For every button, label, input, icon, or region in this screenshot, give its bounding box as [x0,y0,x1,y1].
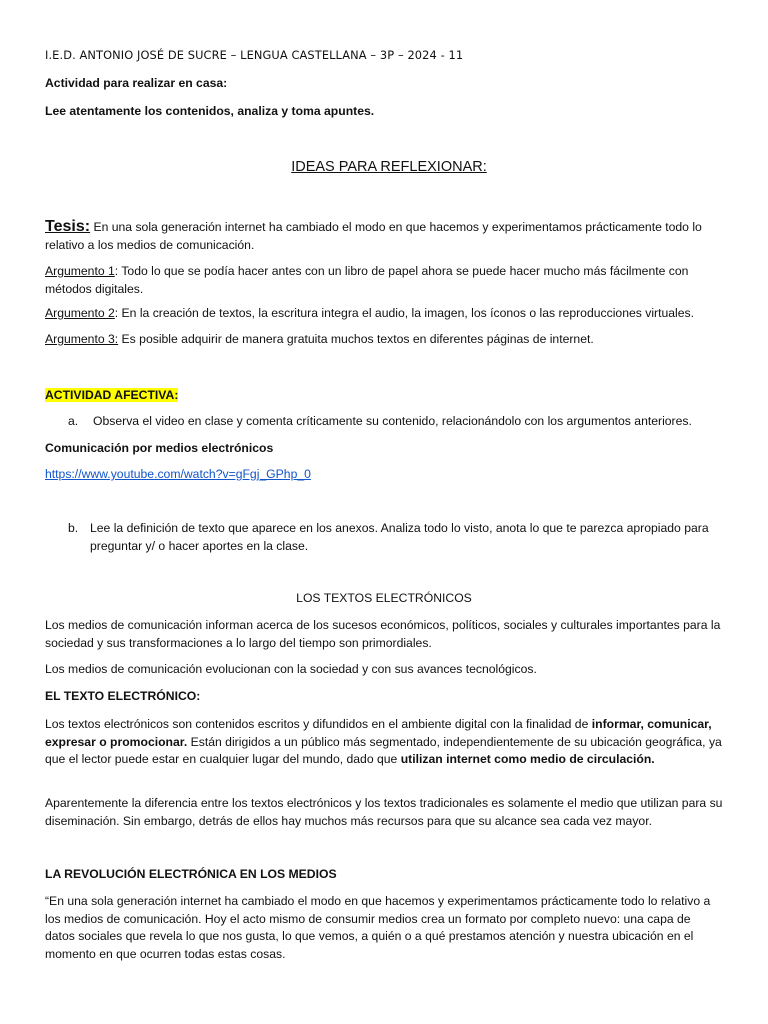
textos-title: LOS TEXTOS ELECTRÓNICOS [296,591,472,605]
list-marker-a: a. [68,414,79,428]
revolucion-paragraph: “En una sola generación internet ha cambiado el modo en que hacemos y experimentamos prácticamente todo lo relativo a los medios de comunicación. Hoy el acto mismo de consumir medios crea un formato por completo nuevo: una capa de datos sociales que revela lo que nos gusta, lo que vemos, a quién o a qué prestamos atención y nuestra ubicación en el momento en que ocurren todas estas cosas. [45,894,711,961]
ideas-title: IDEAS PARA REFLEXIONAR: [291,159,487,175]
activity-heading: Actividad para realizar en casa: [45,76,228,90]
p3-part-c: Están dirigidos a un público más segmentado, independientemente de su ubicación geográfica, ya que el lector puede estar en cualquier lugar del mundo, dado que [45,734,722,766]
texto-electronico-subtitle: EL TEXTO ELECTRÓNICO: [45,689,201,703]
header-line: I.E.D. ANTONIO JOSÉ DE SUCRE – LENGUA CASTELLANA – 3P – 2024 - 11 [45,48,464,62]
textos-paragraph-1: Los medios de comunicación informan acerca de los sucesos económicos, políticos, sociales y culturales importantes para la sociedad y sus transformaciones a lo largo del tiempo son primordiales. [45,618,721,650]
argument-1-text: : Todo lo que se podía hacer antes con un libro de papel ahora se puede hacer mucho más fácilmente con métodos digitales. [45,264,689,296]
argument-2-text: : En la creación de textos, la escritura integra el audio, la imagen, los íconos o las reproducciones virtuales. [114,306,694,320]
revolucion-title: LA REVOLUCIÓN ELECTRÓNICA EN LOS MEDIOS [45,867,337,881]
video-link-line [45,466,723,484]
argument-3-label: Argumento 3: [45,332,119,346]
list-marker-b: b. [68,521,79,535]
video-title: Comunicación por medios electrónicos [45,441,274,455]
p3-part-a: Los textos electrónicos son contenidos escritos y difundidos en el ambiente digital con la finalidad de [45,717,592,731]
list-item-a-text: Observa el video en clase y comenta críticamente su contenido, relacionándolo con los argumentos anteriores. [93,414,692,428]
video-link[interactable]: https://www.youtube.com/watch?v=gFgj_GPhp_0 [45,467,311,481]
argument-3 [45,331,723,349]
argument-2 [45,305,723,323]
argument-2-label: Argumento 2 [45,306,115,320]
textos-paragraph-4: Aparentemente la diferencia entre los textos electrónicos y los textos tradicionales es solamente el medio que utilizan para su diseminación. Sin embargo, detrás de ellos hay muchos más recursos para que su alcance sea cada vez mayor. [45,796,723,828]
list-item-b-text: Lee la definición de texto que aparece en los anexos. Analiza todo lo visto, anota lo que te parezca apropiado para preguntar y/ o hacer aportes en la clase. [90,521,709,553]
p3-part-b: informar, comunicar, expresar o promocionar. [45,717,712,749]
textos-paragraph-3 [45,716,723,769]
p3-part-d: utilizan internet como medio de circulación. [400,752,655,766]
argument-1-label: Argumento 1 [45,264,115,278]
argument-1 [45,263,723,298]
tesis-label: Tesis: [45,218,91,235]
tesis-text: En una sola generación internet ha cambiado el modo en que hacemos y experimentamos prácticamente todo lo relativo a los medios de comunicación. [45,220,702,252]
textos-paragraph-2: Los medios de comunicación evolucionan con la sociedad y con sus avances tecnológicos. [45,662,537,676]
activity-title: ACTIVIDAD AFECTIVA: [45,388,179,402]
tesis-paragraph [45,218,723,254]
activity-title-line [45,387,723,405]
argument-3-text: Es posible adquirir de manera gratuita muchos textos en diferentes páginas de internet. [118,332,594,346]
instruction-text: Lee atentamente los contenidos, analiza y toma apuntes. [45,104,375,118]
